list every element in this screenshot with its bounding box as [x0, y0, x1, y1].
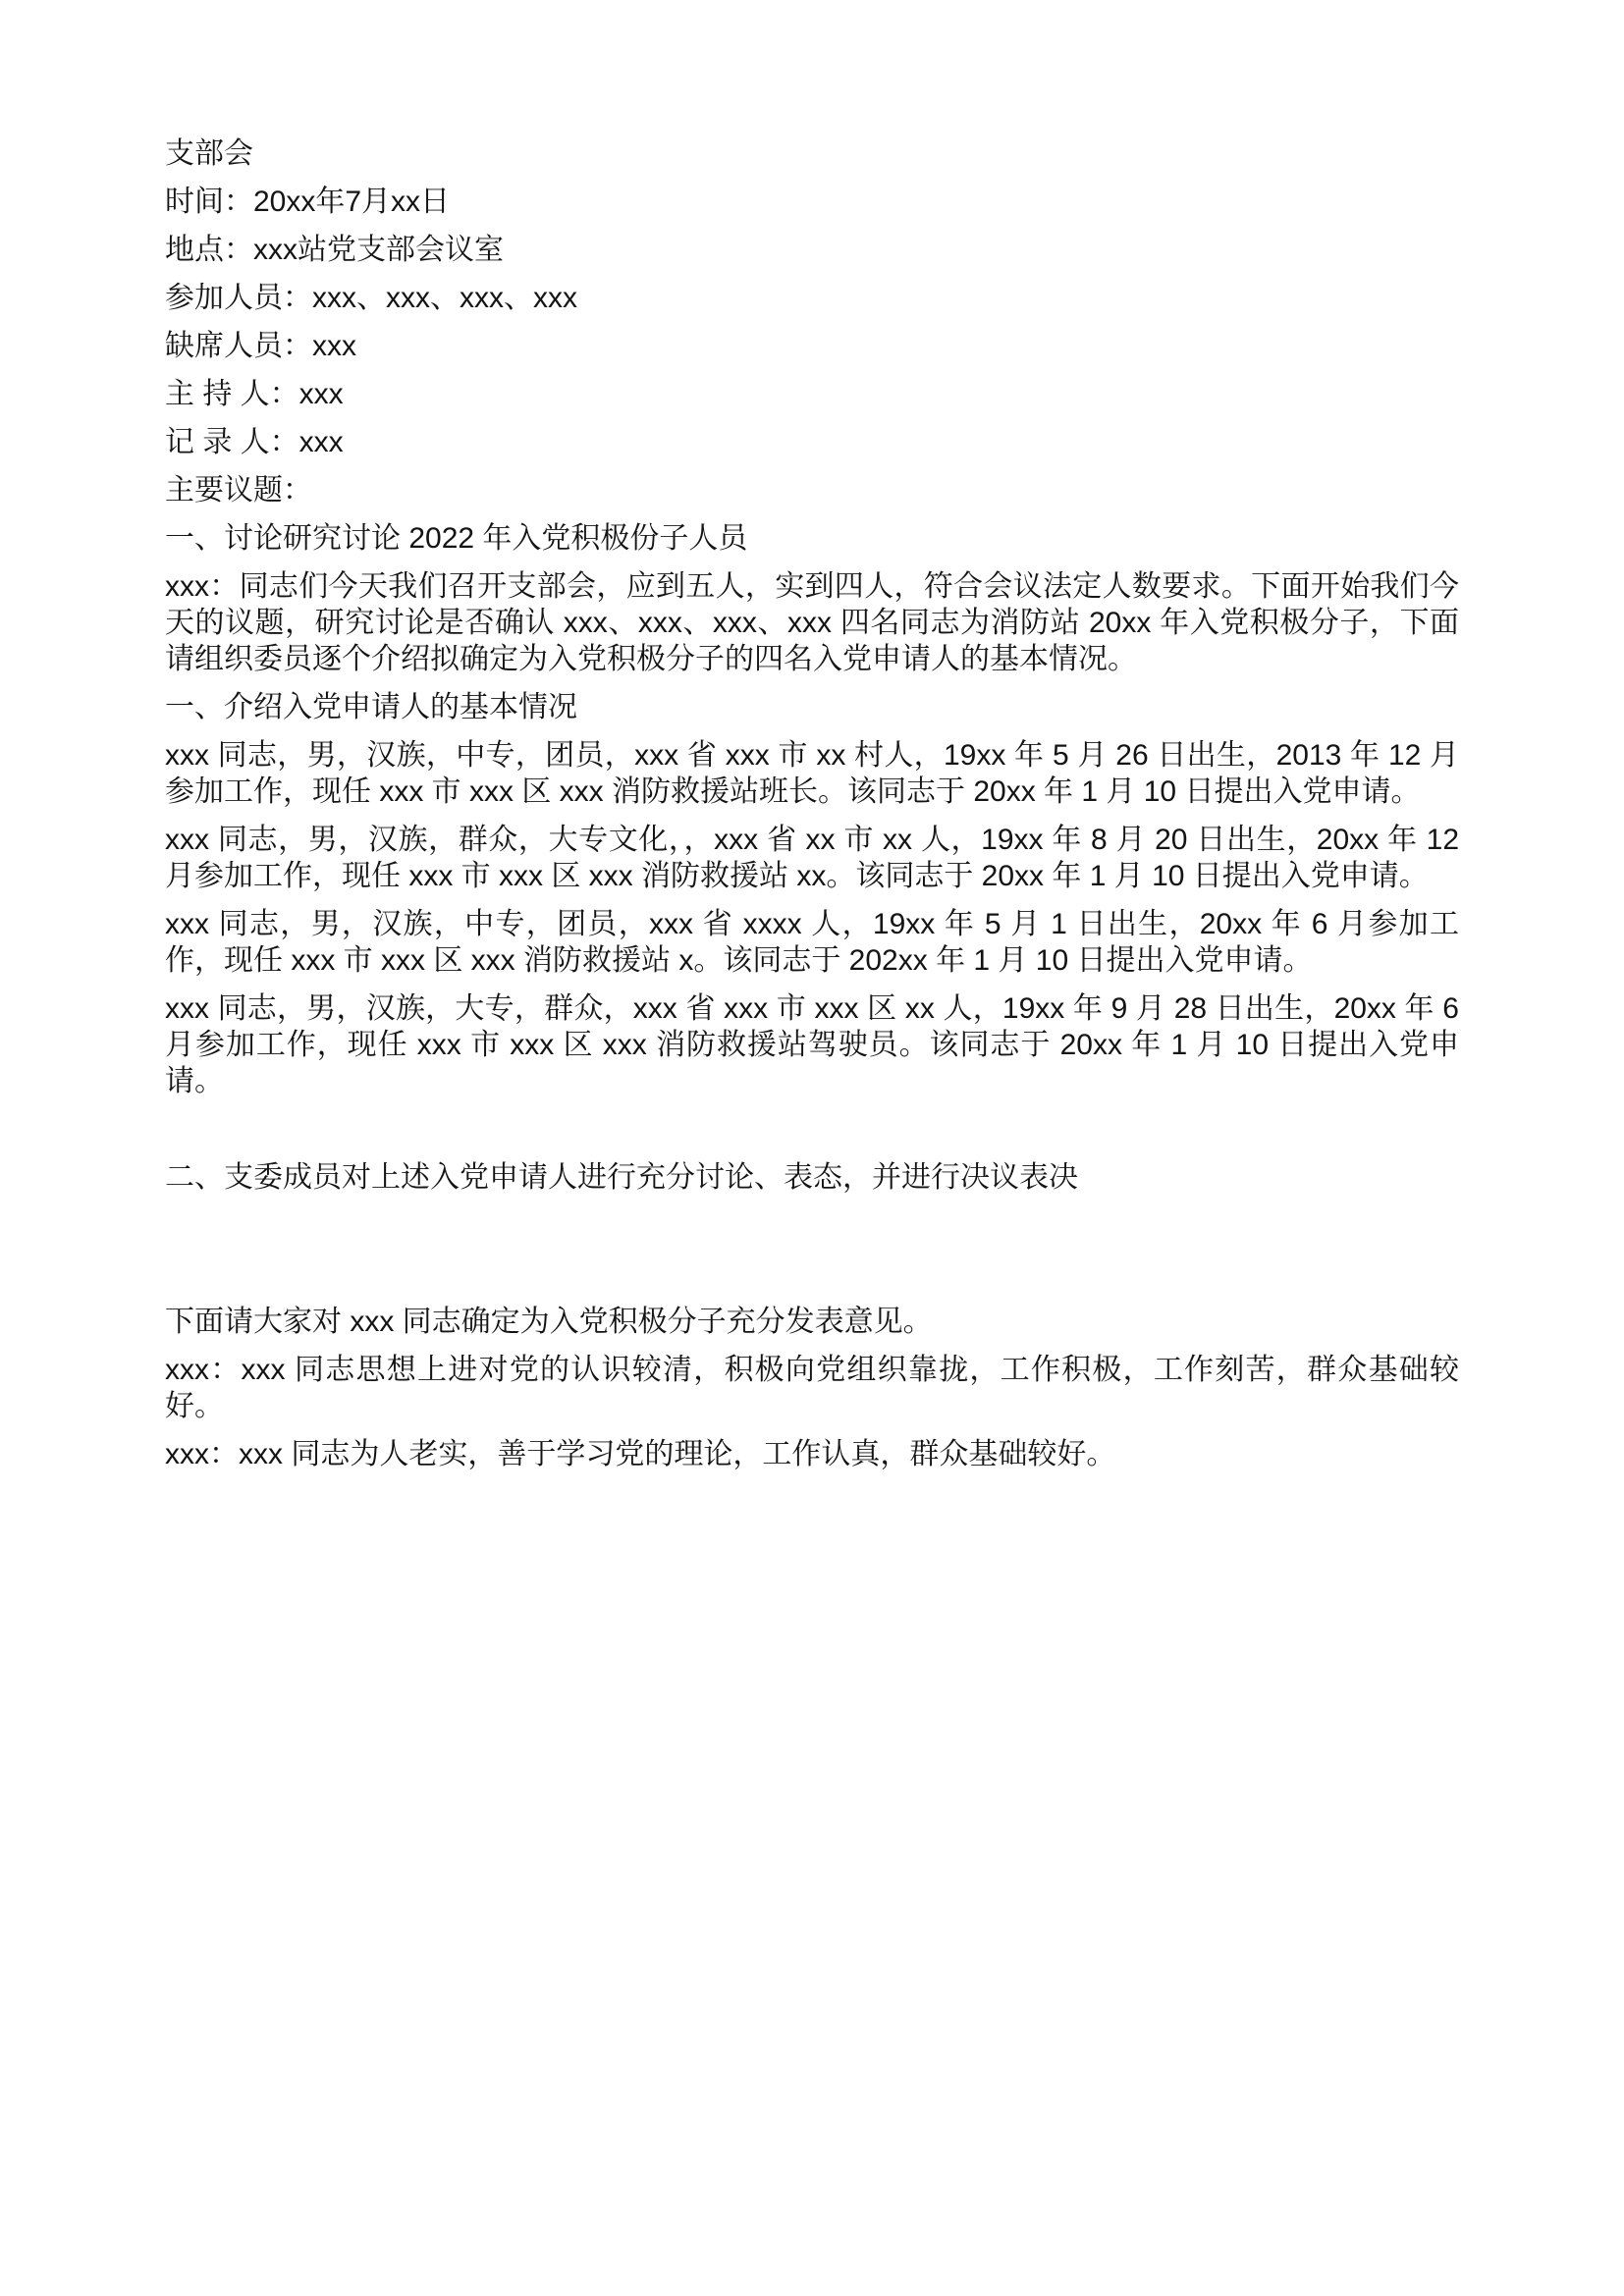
opinion-1-paragraph: xxx：xxx 同志思想上进对党的认识较清，积极向党组织靠拢，工作积极，工作刻苦，群众基础较好。: [165, 1354, 1459, 1422]
discussion-intro-paragraph: 下面请大家对 xxx 同志确定为入党积极分子充分发表意见。: [165, 1306, 933, 1338]
opening-speech-paragraph: xxx：同志们今天我们召开支部会，应到五人，实到四人，符合会议法定人数要求。下面开始我们今天的议题，研究讨论是否确认 xxx、xxx、xxx、xxx 四名同志为消防站 20xx 年入党积极分子，下面请组织委员逐个介绍拟确定为入党积极分子的四名入党申请人的基本情况。: [165, 570, 1459, 675]
blank-lines: [165, 1207, 1459, 1304]
section-heading-intro: 一、介绍入党申请人的基本情况: [165, 691, 577, 723]
candidate-4-paragraph: xxx 同志，男，汉族，大专，群众，xxx 省 xxx 市 xxx 区 xx 人，19xx 年 9 月 28 日出生，20xx 年 6 月参加工作，现任 xxx 市 xxx 区 xxx 消防救援站驾驶员。该同志于 20xx 年 1 月 10 日提出入党申请。: [165, 992, 1459, 1097]
agenda-item-1: 一、讨论研究讨论 2022 年入党积极份子人员: [165, 522, 748, 555]
candidate-3-paragraph: xxx 同志，男，汉族，中专，团员，xxx 省 xxxx 人，19xx 年 5 月 1 日出生，20xx 年 6 月参加工作，现任 xxx 市 xxx 区 xxx 消防救援站 x。该同志于 202xx 年 1 月 10 日提出入党申请。: [165, 908, 1459, 977]
candidate-2-paragraph: xxx 同志，男，汉族，群众，大专文化，，xxx 省 xx 市 xx 人，19xx 年 8 月 20 日出生，20xx 年 12 月参加工作，现任 xxx 市 xxx 区 xxx 消防救援站 xx。该同志于 20xx 年 1 月 10 日提出入党申请。: [165, 824, 1459, 892]
blank-line: [165, 1111, 1459, 1159]
candidate-1-paragraph: xxx 同志，男，汉族，中专，团员，xxx 省 xxx 市 xx 村人，19xx 年 5 月 26 日出生，2013 年 12 月参加工作，现任 xxx 市 xxx 区 xxx 消防救援站班长。该同志于 20xx 年 1 月 10 日提出入党申请。: [165, 739, 1459, 808]
opinion-2-paragraph: xxx：xxx 同志为人老实，善于学习党的理论，工作认真，群众基础较好。: [165, 1438, 1116, 1470]
meta-absent: 缺席人员：xxx: [165, 330, 356, 362]
meta-location: 地点：xxx站党支部会议室: [165, 234, 504, 266]
meta-recorder: 记 录 人：xxx: [165, 426, 344, 458]
agenda-label: 主要议题：: [165, 474, 312, 507]
meta-host: 主 持 人：xxx: [165, 378, 344, 410]
doc-title: 支部会: [165, 137, 253, 170]
meta-time: 时间：20xx年7月xx日: [165, 186, 451, 218]
meta-attendees: 参加人员：xxx、xxx、xxx、xxx: [165, 282, 577, 314]
section-heading-discussion: 二、支委成员对上述入党申请人进行充分讨论、表态，并进行决议表决: [165, 1161, 1078, 1194]
